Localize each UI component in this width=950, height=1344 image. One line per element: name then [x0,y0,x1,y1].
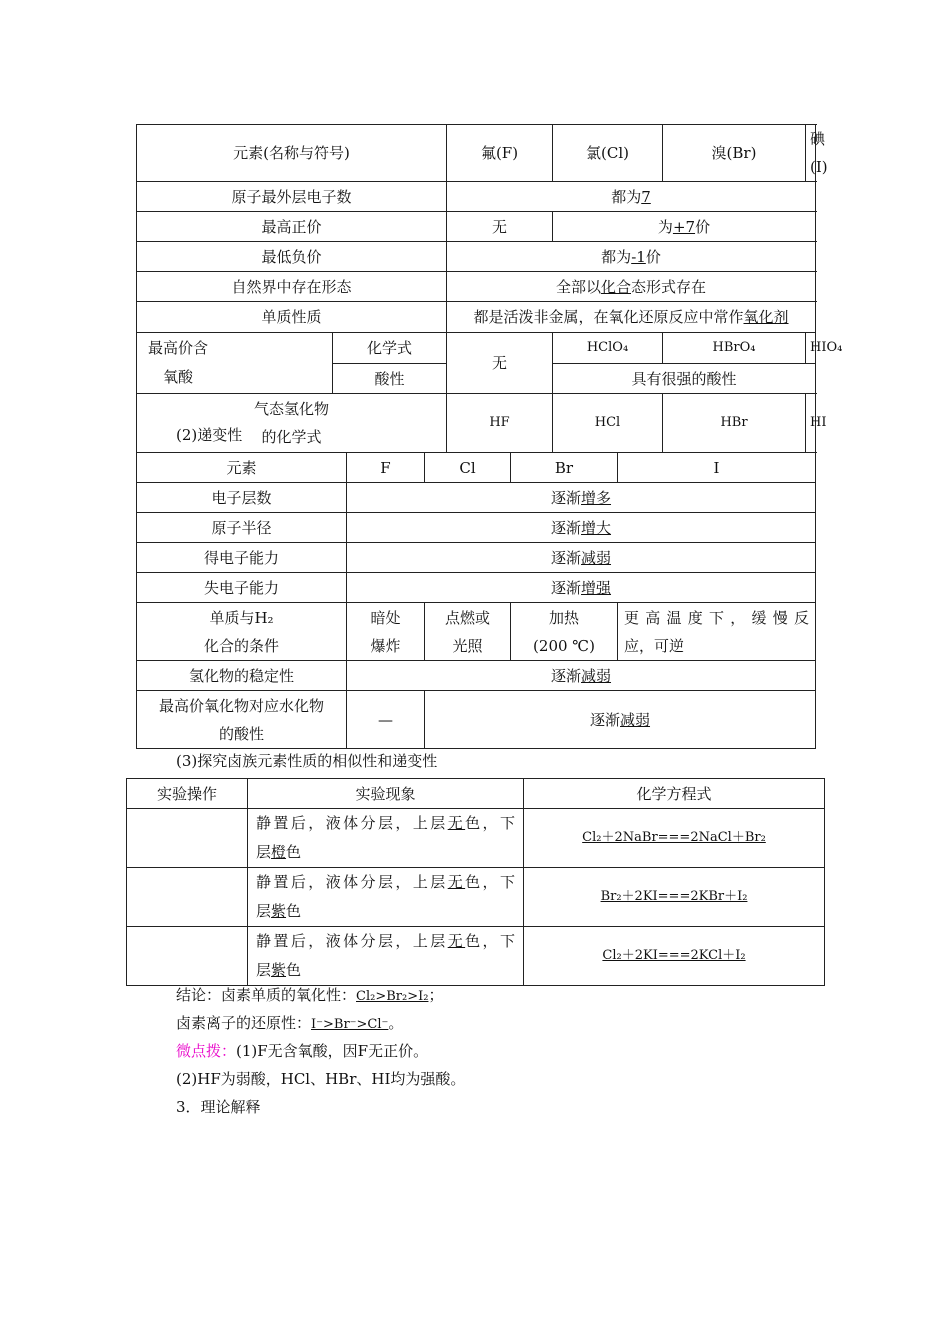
t2-row-value: 逐渐增多 [347,483,816,513]
t2-row-label: 得电子能力 [137,543,347,573]
oxyacid-acidity-label: 酸性 [333,364,447,394]
conclusion-reducing: 卤素离子的还原性：I⁻>Br⁻>Cl⁻。 [176,1014,404,1032]
t2-row-value: 逐渐增大 [347,513,816,543]
hydride-hbr: HBr [663,394,806,453]
h2-condition-br: 加热 (200 ℃) [511,603,618,661]
h2-condition-i: 更高温度下，缓慢反 应，可逆 [618,603,816,661]
t3-equation-cell: Br₂＋2KI===2KBr＋I₂ [524,868,825,927]
nature-form-value: 全部以化合态形式存在 [447,272,816,302]
t2-header-f: F [347,453,425,483]
section-2-title: (2)递变性 [176,426,243,444]
gradient-properties-table [136,452,816,749]
oxyacid-label: 最高价含氧酸 [137,333,333,394]
t2-row-value: 逐渐增强 [347,573,816,603]
t3-phenomenon-cell: 静置后，液体分层，上层无色，下 层紫色 [248,868,524,927]
max-positive-label: 最高正价 [137,212,447,242]
hydride-hf: HF [447,394,553,453]
h2-condition-f: 暗处 爆炸 [347,603,425,661]
oxyacid-formula-label: 化学式 [333,333,447,364]
oxyacid-acidity-value: 逐渐减弱 [425,691,816,749]
max-positive-value: 为+7价 [553,212,816,242]
t2-header-label: 元素 [137,453,347,483]
outer-electrons-label: 原子最外层电子数 [137,182,447,212]
t3-phenomenon-cell: 静置后，液体分层，上层无色，下 层紫色 [248,927,524,986]
header-i: 碘(I) [806,125,816,182]
t3-operation-cell [127,927,248,986]
hydride-hi: HI [806,394,816,453]
header-cl: 氯(Cl) [553,125,663,182]
t3-operation-cell [127,809,248,868]
min-negative-value: 都为-1价 [447,242,816,272]
section-3-title: (3)探究卤族元素性质的相似性和递变性 [176,752,438,770]
elemental-property-label: 单质性质 [137,302,447,333]
next-section-title: 3．理论解释 [176,1098,261,1116]
t2-row-value: 逐渐减弱 [347,543,816,573]
max-positive-f: 无 [447,212,553,242]
t3-header-equation: 化学方程式 [524,779,825,809]
t2-row-label: 失电子能力 [137,573,347,603]
t2-row-label: 原子半径 [137,513,347,543]
t2-row-label: 电子层数 [137,483,347,513]
outer-electrons-value: 都为7 [447,182,816,212]
header-f: 氟(F) [447,125,553,182]
t3-equation-cell: Cl₂＋2NaBr===2NaCl＋Br₂ [524,809,825,868]
hydride-stability-value: 逐渐减弱 [347,661,816,691]
halogen-properties-table [136,124,843,453]
min-negative-label: 最低负价 [137,242,447,272]
h2-condition-cl: 点燃或 光照 [425,603,511,661]
header-br: 溴(Br) [663,125,806,182]
tip-line-2: (2)HF为弱酸，HCl、HBr、HI均为强酸。 [176,1070,466,1088]
oxyacid-i-formula: HIO₄ [806,333,816,364]
oxyacid-acidity-f: — [347,691,425,749]
t2-header-cl: Cl [425,453,511,483]
conclusion-oxidizing: 结论：卤素单质的氧化性：Cl₂>Br₂>I₂； [176,986,444,1004]
tip-label: 微点拨： [176,1042,237,1060]
nature-form-label: 自然界中存在形态 [137,272,447,302]
t2-header-i: I [618,453,816,483]
oxyacid-f: 无 [447,333,553,394]
elemental-property-value: 都是活泼非金属，在氧化还原反应中常作氧化剂 [447,302,816,333]
h2-condition-label: 单质与H₂ 化合的条件 [137,603,347,661]
header-element-label: 元素(名称与符号) [137,125,447,182]
hydride-hcl: HCl [553,394,663,453]
t3-header-phenomenon: 实验现象 [248,779,524,809]
t3-phenomenon-cell: 静置后，液体分层，上层无色，下 层橙色 [248,809,524,868]
t3-equation-cell: Cl₂＋2KI===2KCl＋I₂ [524,927,825,986]
t3-header-operation: 实验操作 [127,779,248,809]
oxyacid-cl-formula: HClO₄ [553,333,663,364]
t3-operation-cell [127,868,248,927]
oxyacid-acidity-label: 最高价氧化物对应水化物 的酸性 [137,691,347,749]
hydride-label: 气态氢化物 的化学式 [137,394,447,453]
hydride-stability-label: 氢化物的稳定性 [137,661,347,691]
tip-line-1: 微点拨：(1)F无含氧酸，因F无正价。 [176,1042,429,1060]
oxyacid-acidity-value: 具有很强的酸性 [553,364,816,394]
oxyacid-br-formula: HBrO₄ [663,333,806,364]
t2-header-br: Br [511,453,618,483]
experiment-table [126,778,825,986]
